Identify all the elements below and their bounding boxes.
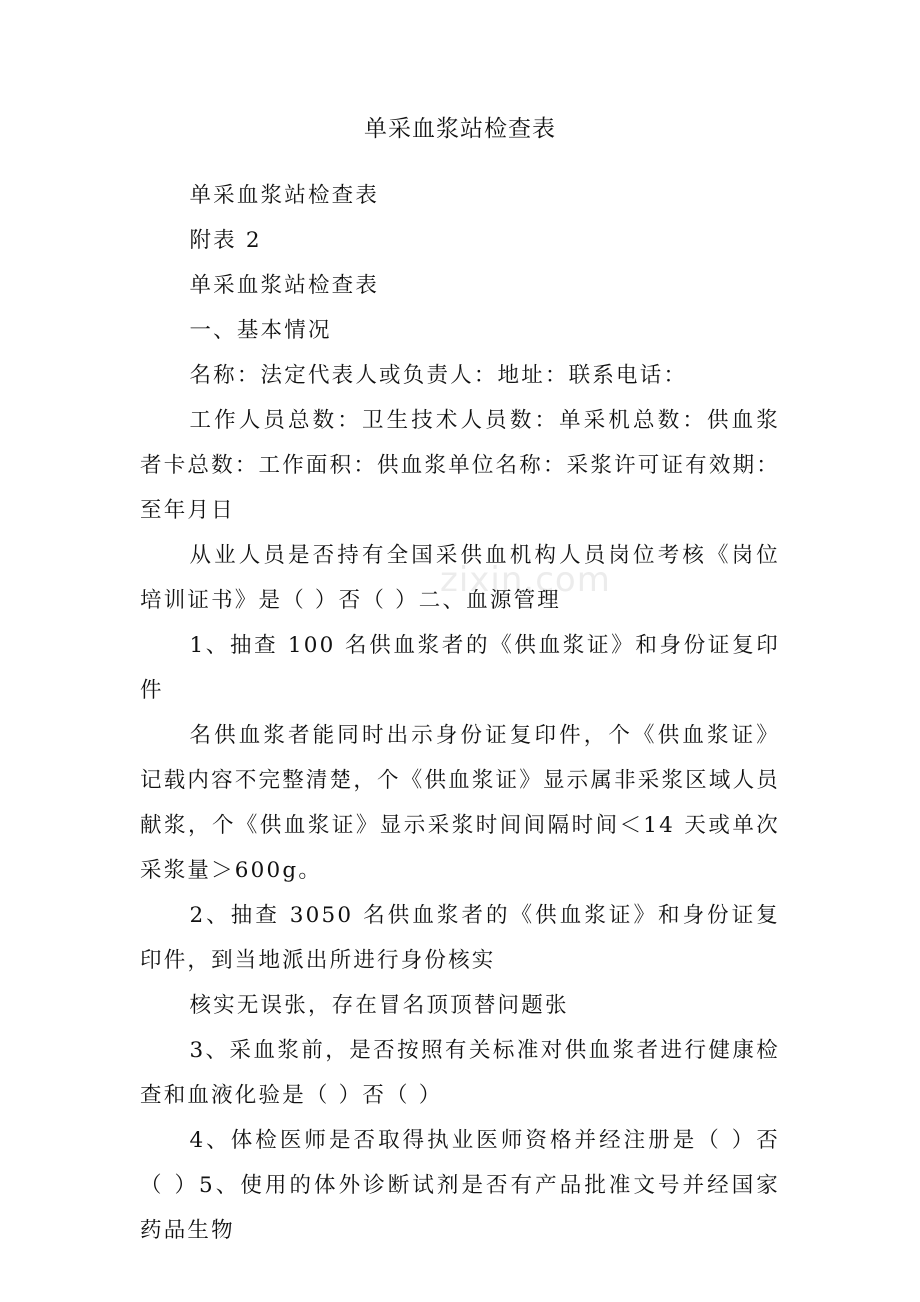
paragraph-item-4-5: 4、体检医师是否取得执业医师资格并经注册是（ ）否（ ）5、使用的体外诊断试剂是否有产品批准文号并经国家药品生物 [140, 1128, 780, 1243]
paragraph-subtitle: 单采血浆站检查表 [189, 183, 380, 208]
paragraph-certificate-check: 从业人员是否持有全国采供血机构人员岗位考核《岗位培训证书》是（ ）否（ ）二、血源管理 [140, 543, 780, 613]
paragraph-appendix-label: 附表 2 [189, 228, 262, 253]
paragraph-name-fields: 名称：法定代表人或负责人：地址：联系电话： [189, 363, 688, 388]
document-title: 单采血浆站检查表 [364, 116, 556, 142]
paragraph-staff-fields: 工作人员总数：卫生技术人员数：单采机总数：供血浆者卡总数：工作面积：供血浆单位名称：采浆许可证有效期：至年月日 [140, 408, 780, 523]
paragraph-item-3: 3、采血浆前，是否按照有关标准对供血浆者进行健康检查和血液化验是（ ）否（ ） [140, 1038, 780, 1108]
paragraph-item-1: 1、抽查 100 名供血浆者的《供血浆证》和身份证复印件 [140, 633, 780, 703]
watermark: zixin.com [440, 560, 611, 600]
paragraph-item-2: 2、抽查 3050 名供血浆者的《供血浆证》和身份证复印件，到当地派出所进行身份核实 [140, 903, 780, 973]
paragraph-table-title: 单采血浆站检查表 [189, 273, 380, 298]
document-body [140, 173, 780, 1253]
paragraph-item-1-detail: 名供血浆者能同时出示身份证复印件，个《供血浆证》记载内容不完整清楚，个《供血浆证》显示属非采浆区域人员献浆，个《供血浆证》显示采浆时间间隔时间＜14 天或单次采浆量＞600g。 [140, 723, 780, 883]
section-heading-basic-info: 一、基本情况 [189, 318, 332, 343]
paragraph-item-2-detail: 核实无误张，存在冒名顶顶替问题张 [189, 993, 569, 1018]
